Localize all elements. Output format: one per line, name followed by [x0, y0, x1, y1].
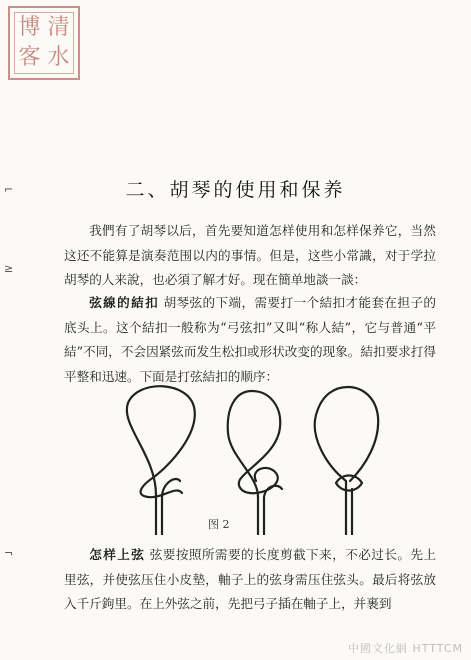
watermark: 中國文化網 HTTTCM — [347, 642, 463, 655]
knot-body: 胡琴弦的下端，需要打一个結扣才能套在担子的底头上。这个結扣一般称为“弓弦扣”又叫“称人結”，它与普通“平結”不同，不会因紧弦而发生松扣或形状改变的现象。結扣要求打得平整和迅速。下面是打弦結扣的顺序： — [64, 295, 436, 384]
intro-paragraph: 我們有了胡琴以后，首先要知道怎样使用和怎样保养它，当然这还不能算是演奏范围以内的事情。但是，这些小常識，对于学拉胡琴的人来說，也必須了解才好。现在簡单地談一談： — [64, 223, 436, 288]
chapter-title: 二、胡琴的使用和保养 — [125, 179, 346, 201]
knot-step-3 — [315, 387, 378, 535]
knot-paragraph — [64, 291, 436, 389]
margin-mark: ¬ — [4, 547, 14, 560]
figure-label: 图 2 — [208, 518, 230, 531]
string-paragraph — [64, 543, 436, 617]
margin-mark: ⌐ — [4, 183, 14, 196]
seal-char: 清 — [47, 15, 70, 40]
logo-seal — [8, 6, 80, 80]
knot-step-1 — [127, 386, 195, 535]
knot-heading: 弦線的結扣 — [89, 295, 160, 310]
knot-step-2-tail — [264, 486, 282, 535]
knot-step-3-knot — [336, 476, 362, 536]
seal-char: 博 — [18, 15, 41, 40]
margin-mark: ≥ — [4, 262, 14, 275]
knot-figure — [110, 385, 390, 535]
knot-step-2 — [228, 391, 280, 535]
seal-char: 水 — [47, 45, 70, 70]
knot-step-1-tail — [162, 479, 180, 535]
string-body: 弦要按照所需要的长度剪截下来，不必过长。先上里弦，并使弦压住小皮墊，軸子上的弦身需压住弦头。最后将弦放入千斤鉤里。在上外弦之前，先把弓子插在軸子上，并裹到 — [64, 547, 437, 612]
seal-char: 客 — [18, 45, 41, 70]
string-heading: 怎样上弦 — [89, 547, 146, 562]
